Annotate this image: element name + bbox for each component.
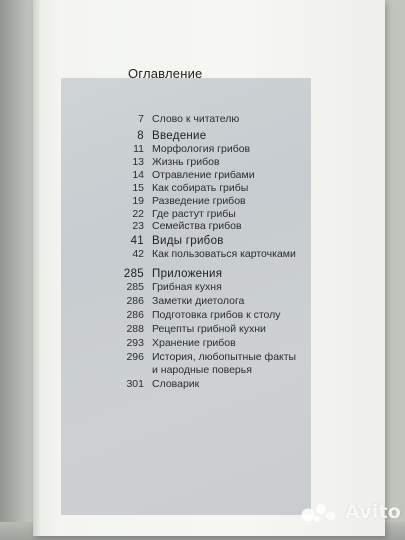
toc-page-number: 13 [132, 156, 144, 168]
toc-page-number: 22 [132, 208, 144, 220]
background-left [0, 0, 34, 540]
avito-watermark [300, 500, 401, 524]
page-title: Оглавление [128, 66, 203, 81]
toc-label: Как собирать грибы [152, 182, 249, 194]
toc-page-number: 19 [132, 195, 144, 207]
toc-label: Морфология грибов [152, 143, 251, 155]
avito-logo-icon [300, 500, 340, 524]
watermark-text: Avito [345, 501, 402, 523]
toc-page-number: 11 [133, 143, 144, 155]
toc-page-number: 285 [126, 281, 144, 293]
toc-label: Грибная кухня [152, 281, 222, 293]
toc-section-label: Виды грибов [152, 235, 224, 247]
toc-label: Хранение грибов [152, 337, 236, 349]
toc-page-number: 285 [123, 268, 144, 280]
toc-label: и народные поверья [152, 364, 252, 376]
toc-label: Где растут грибы [152, 208, 236, 220]
toc-label: Заметки диетолога [152, 295, 245, 307]
toc-label: История, любопытные факты [152, 351, 297, 363]
toc-page-number: 288 [126, 323, 144, 335]
toc-page-number: 8 [137, 130, 144, 142]
toc-page-number: 41 [130, 235, 144, 247]
toc-section-label: Приложения [152, 268, 223, 280]
toc-label: Рецепты грибной кухни [152, 323, 266, 335]
toc-page-number: 14 [132, 169, 144, 181]
toc-page-number: 286 [126, 309, 144, 321]
toc-page-number: 15 [132, 182, 144, 194]
toc-label: Разведение грибов [152, 195, 246, 207]
toc-label: Словарик [152, 378, 200, 390]
toc-label: Отравление грибами [152, 169, 255, 181]
toc-page-number: 296 [126, 351, 144, 363]
toc-page-number: 7 [138, 113, 144, 125]
toc-page-number: 23 [132, 220, 144, 232]
toc-page-number: 301 [126, 378, 144, 390]
toc-label: Подготовка грибов к столу [152, 309, 281, 321]
toc-label: Жизнь грибов [152, 156, 220, 168]
toc-label: Семейства грибов [152, 220, 242, 232]
toc-label: Как пользоваться карточками [152, 248, 296, 260]
page-spine-shadow [33, 0, 41, 536]
toc-page-number: 42 [132, 248, 144, 260]
toc-page-number: 286 [126, 295, 144, 307]
toc-page-number: 293 [126, 337, 144, 349]
toc-section-label: Введение [152, 130, 207, 142]
toc-label: Слово к читателю [152, 113, 240, 125]
